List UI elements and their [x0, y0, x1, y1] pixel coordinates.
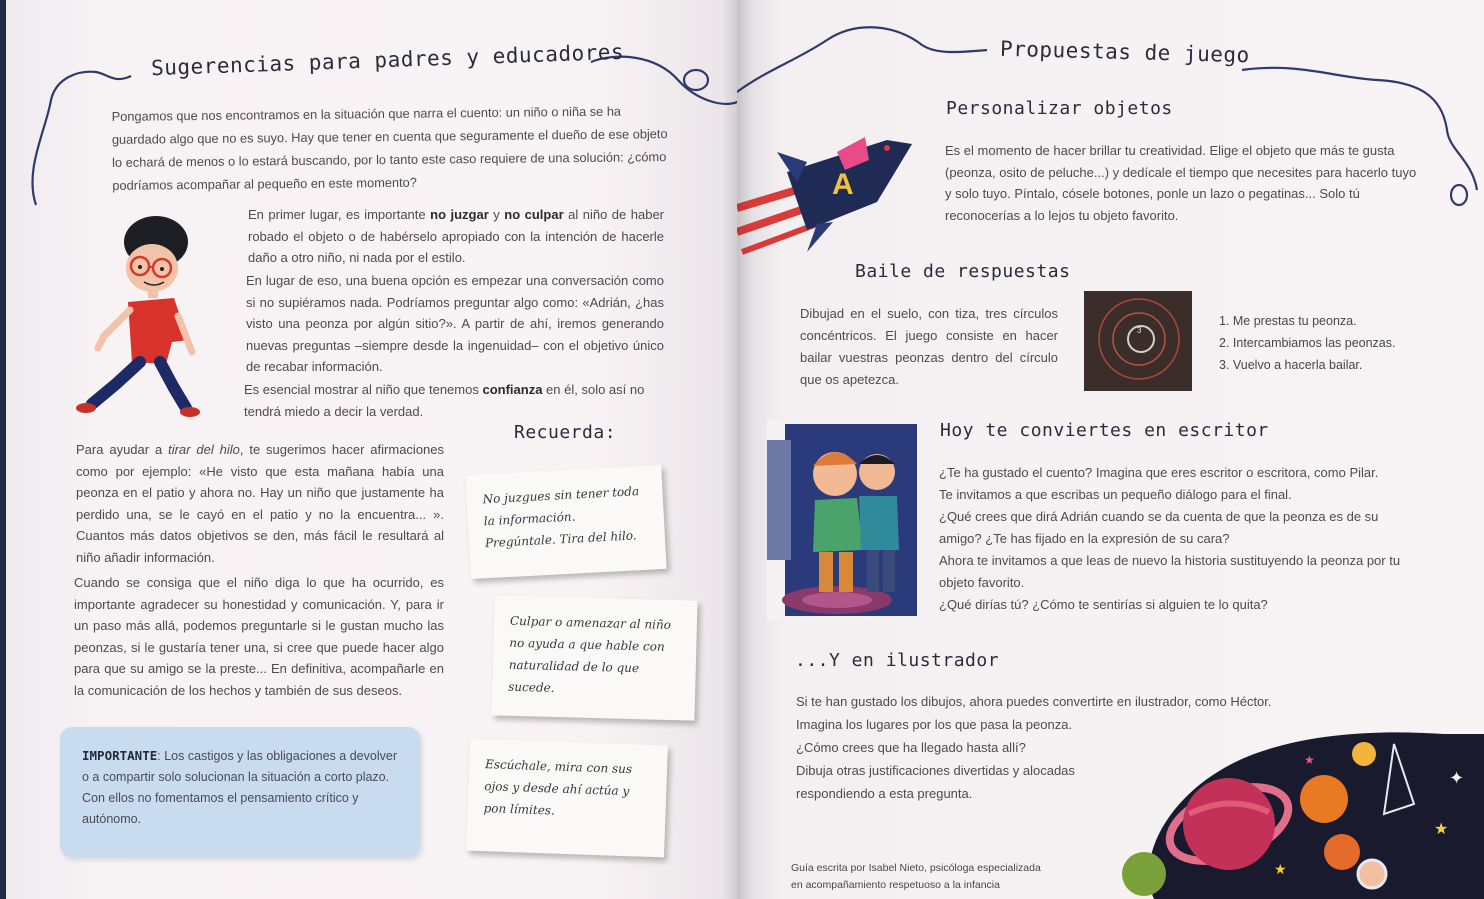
space-illustration: [1114, 724, 1484, 899]
note-card-1: [465, 465, 666, 579]
important-box: [60, 727, 420, 857]
left-page: [0, 0, 737, 899]
p1-text-c: y: [488, 207, 505, 222]
boy-illustration: [74, 206, 214, 421]
ilustrador-line-4: Dibuja otras justificaciones divertidas y alocadas respondiendo a esta pregunta.: [796, 763, 1075, 801]
section-personalizar-text: Es el momento de hacer brillar tu creatividad. Elige el objeto que más te gusta (peonza, osito de peluche...) y dedícale el tiempo que necesites para hacerlo tuyo y solo tuyo. Píntalo, cósele botones, ponle un lazo o pegatinas... Solo tú reconocerías a lo lejos tu objeto favorito.: [945, 143, 1417, 223]
paragraph-confianza: [244, 379, 664, 422]
escritor-line-5: ¿Qué dirías tú? ¿Cómo te sentirías si alguien te lo quita?: [939, 597, 1268, 612]
concentric-circles-photo: [1084, 291, 1192, 391]
escritor-line-2: Te invitamos a que escribas un pequeño diálogo para el final.: [939, 487, 1292, 502]
rocket-illustration: [737, 112, 917, 262]
p3-text-c: en él, solo así no tendrá miedo a decir la verdad.: [244, 382, 645, 419]
star-icon: ★: [1274, 861, 1287, 877]
note-card-2-text: Culpar o amenazar al niño no ayuda a que hable con naturalidad de lo que sucede.: [508, 613, 672, 695]
page-title: Sugerencias para padres y educadores: [150, 39, 625, 81]
ilustrador-line-1: Si te han gustado los dibujos, ahora puedes convertirte en ilustrador, como Héctor.: [796, 694, 1272, 709]
section-escritor-text: [939, 462, 1417, 616]
page-title-right: Propuestas de juego: [999, 36, 1250, 68]
star-icon: ✦: [1449, 768, 1465, 788]
p4-text-b: , te sugerimos hacer afirmaciones como por ejemplo: «He visto que esta mañana había una peonza en el patio y ahora no. Hay un niño que justamente ha perdido una, se le cayó en el patio y no la encuentra... ». Cuantos más datos objetivos se den, más fácil le resultará al niño añadir información.: [76, 442, 445, 565]
baile-steps-list: [1219, 310, 1395, 376]
star-icon: ★: [1304, 753, 1315, 767]
p1-bold-no-juzgar: no juzgar: [430, 207, 489, 222]
kids-illustration: [767, 420, 917, 620]
p1-bold-no-culpar: no culpar: [504, 207, 564, 222]
important-label: IMPORTANTE: [82, 748, 158, 763]
section-baile-title: Baile de respuestas: [855, 261, 1071, 282]
p4-italic-tirar-del-hilo: tirar del hilo: [168, 442, 240, 457]
important-text: [82, 745, 398, 830]
baile-step-3: 3. Vuelvo a hacerla bailar.: [1219, 358, 1363, 372]
ilustrador-line-3: ¿Cómo crees que ha llegado hasta allí?: [796, 740, 1026, 755]
star-icon: ★: [1434, 821, 1449, 838]
baile-step-2: 2. Intercambiamos las peonzas.: [1219, 336, 1396, 350]
right-page: [737, 0, 1484, 899]
p1-text-d: al niño de haber robado el objeto o de habérselo apropiado con la intención de hacerle daño a otro niño, ni nada por el estilo.: [248, 207, 665, 265]
note-card-3: [466, 739, 668, 858]
note-card-3-text: Escúchale, mira con sus ojos y desde ahí actúa y pon límites.: [483, 757, 633, 818]
ilustrador-line-2: Imagina los lugares por los que pasa la peonza.: [796, 717, 1073, 732]
escritor-line-3: ¿Qué crees que dirá Adrián cuando se da cuenta de que la peonza es de su amigo? ¿Te has fijado en la expresión de su cara?: [939, 509, 1379, 546]
credit-line-1: Guía escrita por Isabel Nieto, psicóloga especializada: [791, 862, 1041, 874]
paragraph-tirar-del-hilo: [76, 439, 444, 568]
escritor-line-4: Ahora te invitamos a que leas de nuevo la historia sustituyendo la peonza por tu objeto favorito.: [939, 553, 1401, 590]
paragraph-no-juzgar: [248, 204, 664, 269]
important-body: : Los castigos y las obligaciones a devolver o a compartir solo solucionan la situación a corto plazo. Con ellos no fomentamos el pensamiento crítico y autónomo.: [82, 749, 397, 826]
note-card-1-text: No juzgues sin tener toda la información. Pregúntale. Tira del hilo.: [482, 484, 640, 551]
credits: [791, 860, 1091, 894]
circle-number: 3: [1137, 326, 1142, 335]
intro-paragraph: Pongamos que nos encontramos en la situación que narra el cuento: un niño o niña se ha guardado algo que no es suyo. Hay que tener en cuenta que seguramente el dueño de ese objeto lo echará de menos o lo estará buscando, por lo tanto este caso requiere de una solución: ¿cómo podríamos acompañar al pequeño en este momento?: [111, 103, 668, 193]
rocket-letter: A: [832, 168, 854, 201]
paragraph-agradecer: Cuando se consiga que el niño diga lo que ha ocurrido, es importante agradecer su honestidad y comunicación. Y, para ir un paso más allá, podemos preguntarle si le gustan mucho las peonzas, si le gustaría tener una, si cree que puede hacer algo para que su amigo se la preste... En definitiva, acompañarle en la comunicación de los hechos y también de sus deseos.: [74, 575, 444, 698]
p3-bold-confianza: confianza: [482, 382, 543, 397]
credit-line-2: en acompañamiento respetuoso a la infancia: [791, 879, 1000, 891]
recuerda-heading: Recuerda:: [514, 422, 617, 443]
section-escritor-title: Hoy te conviertes en escritor: [940, 420, 1269, 441]
section-personalizar-title: Personalizar objetos: [946, 98, 1173, 119]
p4-text-a: Para ayudar a: [76, 442, 169, 457]
note-card-2: [491, 595, 697, 720]
paragraph-conversacion: En lugar de eso, una buena opción es empezar una conversación como si no supiéramos nada. Podríamos preguntar algo como: «Adrián, ¿has visto una peonza por algún sitio?». A partir de ahí, iremos generando nuevas preguntas –siempre desde la ingenuidad– con el objetivo único de recabar información.: [246, 273, 664, 374]
p3-text-a: Es esencial mostrar al niño que tenemos: [244, 382, 483, 397]
section-ilustrador-title: ...Y en ilustrador: [795, 650, 1000, 671]
escritor-line-1: ¿Te ha gustado el cuento? Imagina que eres escritor o escritora, como Pilar.: [939, 465, 1379, 480]
p1-text-a: En primer lugar, es importante: [248, 207, 431, 222]
baile-step-1: 1. Me prestas tu peonza.: [1219, 314, 1357, 328]
section-baile-text: Dibujad en el suelo, con tiza, tres círculos concéntricos. El juego consiste en hacer bailar vuestras peonzas dentro del círculo que os apetezca.: [800, 306, 1058, 387]
